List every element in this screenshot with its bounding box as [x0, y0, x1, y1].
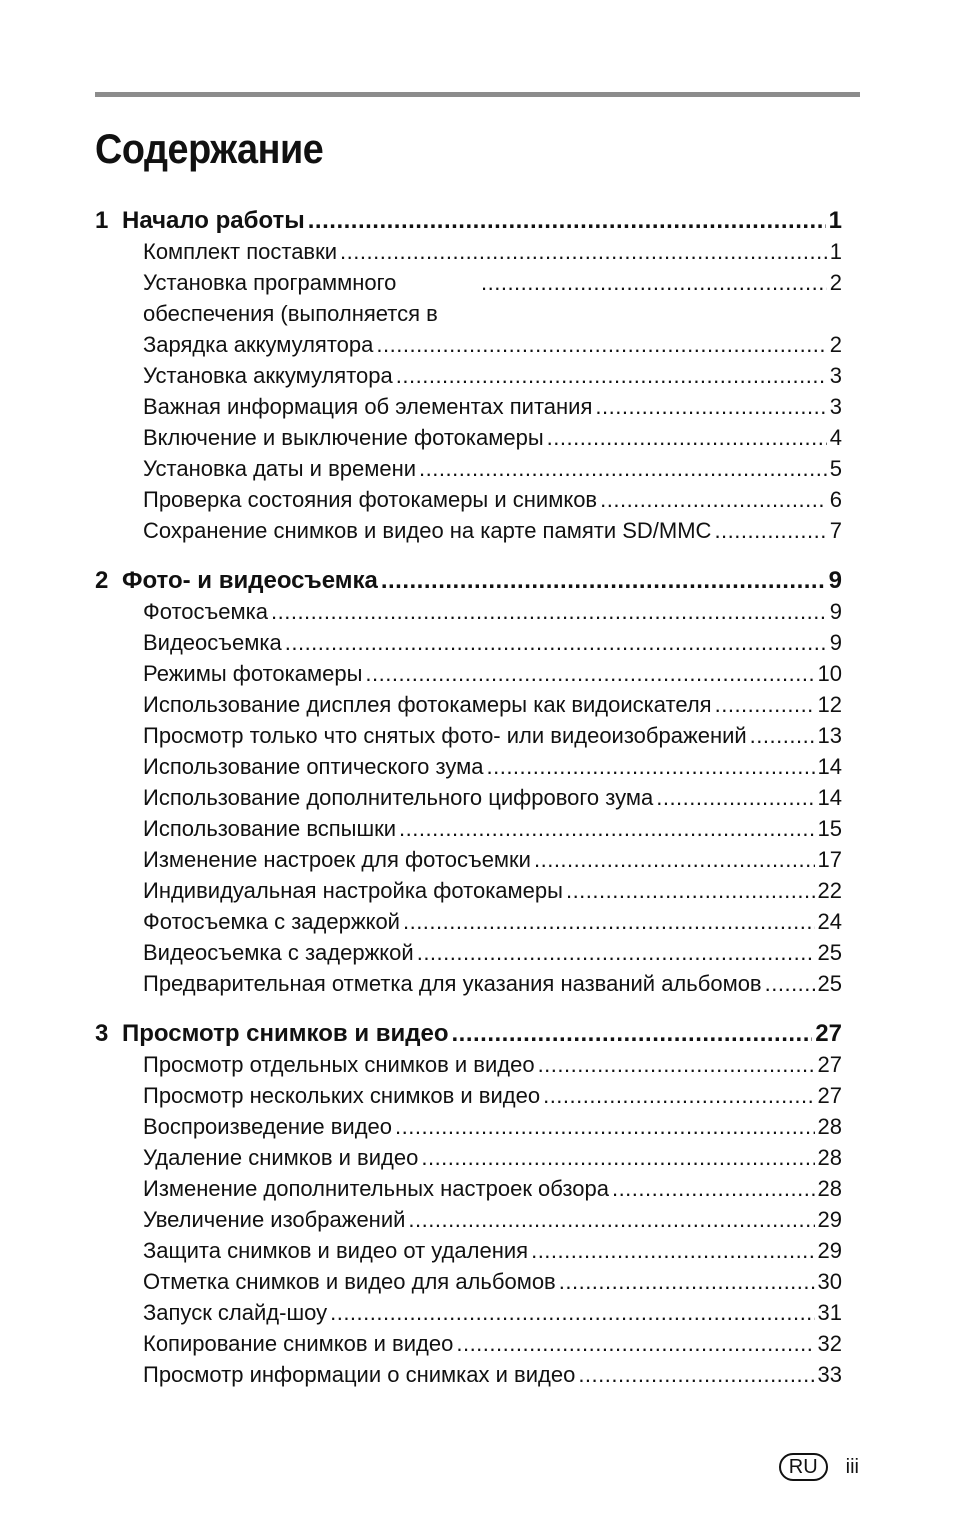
toc-entry-label: Защита снимков и видео от удаления: [143, 1238, 529, 1263]
dot-leader: [451, 1018, 812, 1049]
chapter-page-number: 1: [828, 207, 842, 234]
toc-entry[interactable]: [95, 1328, 842, 1359]
toc-entry[interactable]: [95, 1049, 842, 1080]
language-badge: RU: [779, 1453, 828, 1481]
dot-leader: [765, 968, 815, 999]
toc-entry-page: 28: [817, 1114, 842, 1139]
toc-entry-page: 13: [817, 723, 842, 748]
toc-entry[interactable]: [95, 596, 842, 627]
toc-entry-label: Фотосъемка: [143, 599, 268, 624]
toc-entry-label: Просмотр отдельных снимков и видео: [143, 1052, 535, 1077]
dot-leader: [538, 1049, 815, 1080]
toc-entry-page: 22: [817, 878, 842, 903]
toc-entry-page: 2: [829, 270, 842, 295]
dot-leader: [403, 906, 815, 937]
dot-leader: [543, 1080, 814, 1111]
toc-entry-page: 9: [829, 630, 842, 655]
dot-leader: [381, 565, 826, 596]
dot-leader: [330, 1297, 814, 1328]
toc-entry[interactable]: [95, 813, 842, 844]
toc-entry-label: Отметка снимков и видео для альбомов: [143, 1269, 556, 1294]
chapter-title: Начало работы: [122, 207, 305, 234]
dot-leader: [715, 689, 815, 720]
toc-entry-label: Включение и выключение фотокамеры: [143, 425, 544, 450]
dot-leader: [750, 720, 815, 751]
toc-entry-label: Просмотр информации о снимках и видео: [143, 1362, 576, 1387]
toc-entry-label: Зарядка аккумулятора: [143, 332, 374, 357]
toc-entry-page: 27: [817, 1083, 842, 1108]
toc-entry[interactable]: [95, 484, 842, 515]
toc-entry[interactable]: [95, 236, 842, 267]
toc-entry-page: 31: [817, 1300, 842, 1325]
page-footer: [779, 1453, 859, 1481]
toc-entry-label: Фотосъемка с задержкой: [143, 909, 400, 934]
toc-entry[interactable]: [95, 968, 842, 999]
dot-leader: [399, 813, 814, 844]
toc-entry-page: 14: [817, 785, 842, 810]
dot-leader: [395, 1111, 815, 1142]
chapter-number: 3: [95, 1020, 109, 1047]
toc-entry-page: 9: [829, 599, 842, 624]
toc-entry-page: 14: [817, 754, 842, 779]
dot-leader: [408, 1204, 814, 1235]
toc-entry[interactable]: [95, 1297, 842, 1328]
dot-leader: [419, 453, 827, 484]
dot-leader: [600, 484, 827, 515]
toc-entry-page: 32: [817, 1331, 842, 1356]
page-number: iii: [845, 1455, 859, 1478]
toc-entry-page: 28: [817, 1176, 842, 1201]
toc-entry[interactable]: [95, 1142, 842, 1173]
toc-entry-page: 27: [817, 1052, 842, 1077]
toc-entry-page: 10: [817, 661, 842, 686]
chapter-heading[interactable]: [95, 1018, 842, 1049]
dot-leader: [271, 596, 827, 627]
toc-entry-label: Видеосъемка: [143, 630, 282, 655]
toc-entry-page: 2: [829, 332, 842, 357]
toc-entry-label: Воспроизведение видео: [143, 1114, 393, 1139]
chapter-title: Просмотр снимков и видео: [122, 1020, 449, 1047]
toc-entry-page: 12: [817, 692, 842, 717]
toc-entry[interactable]: [95, 1235, 842, 1266]
toc-entry-page: 15: [817, 816, 842, 841]
chapter-heading[interactable]: [95, 205, 842, 236]
toc-entry-label: Сохранение снимков и видео на карте памяти SD/MMC: [143, 518, 712, 543]
dot-leader: [486, 751, 814, 782]
toc-entry[interactable]: [95, 267, 842, 329]
toc-entry[interactable]: [95, 360, 842, 391]
toc-entry[interactable]: [95, 422, 842, 453]
toc-entry-label: Изменение дополнительных настроек обзора: [143, 1176, 609, 1201]
toc-entry-page: 24: [817, 909, 842, 934]
chapter-title: Фото- и видеосъемка: [122, 567, 378, 594]
top-rule: [95, 92, 860, 97]
toc-entry-label: Видеосъемка с задержкой: [143, 940, 414, 965]
toc-entry[interactable]: [95, 1359, 842, 1390]
toc-entry[interactable]: [95, 329, 842, 360]
toc-entry-page: 1: [829, 239, 842, 264]
toc-entry[interactable]: [95, 720, 842, 751]
toc-entry-page: 29: [817, 1238, 842, 1263]
toc-entry-page: 3: [829, 394, 842, 419]
dot-leader: [547, 422, 827, 453]
dot-leader: [612, 1173, 815, 1204]
toc-entry-label: Важная информация об элементах питания: [143, 394, 593, 419]
chapter-section-2: [95, 565, 842, 999]
chapter-section-1: [95, 205, 842, 546]
toc-entry-page: 33: [817, 1362, 842, 1387]
toc-entry-label: Просмотр только что снятых фото- или видеоизображений: [143, 723, 747, 748]
toc-entry[interactable]: [95, 751, 842, 782]
toc-entry[interactable]: [95, 1111, 842, 1142]
toc-entry-page: 25: [817, 971, 842, 996]
toc-entry-label: Комплект поставки: [143, 239, 338, 264]
toc-entry-page: 28: [817, 1145, 842, 1170]
page-title: Содержание: [95, 125, 324, 172]
dot-leader: [578, 1359, 814, 1390]
toc-entry[interactable]: [95, 1080, 842, 1111]
toc-entry-label: Копирование снимков и видео: [143, 1331, 454, 1356]
toc-entry-label: Проверка состояния фотокамеры и снимков: [143, 487, 598, 512]
toc-entry-page: 3: [829, 363, 842, 388]
dot-leader: [421, 1142, 814, 1173]
dot-leader: [531, 1235, 814, 1266]
toc-entry[interactable]: [95, 844, 842, 875]
toc-entry-page: 7: [829, 518, 842, 543]
toc-entry[interactable]: [95, 627, 842, 658]
toc-entry-label: Использование дополнительного цифрового зума: [143, 785, 654, 810]
toc-entry[interactable]: [95, 1204, 842, 1235]
dot-leader: [456, 1328, 814, 1359]
toc-entry-page: 4: [829, 425, 842, 450]
dot-leader: [481, 267, 827, 298]
chapter-page-number: 27: [815, 1020, 842, 1047]
toc-entry-label: Увеличение изображений: [143, 1207, 406, 1232]
toc-entry-label: Установка аккумулятора: [143, 363, 393, 388]
toc-entry-label: Использование оптического зума: [143, 754, 484, 779]
toc-entry-label: Установка программного обеспечения (выполняется в: [143, 270, 438, 326]
toc-entry-label: Установка даты и времени: [143, 456, 417, 481]
toc-entry-page: 5: [829, 456, 842, 481]
dot-leader: [340, 236, 827, 267]
dot-leader: [376, 329, 826, 360]
toc-entry-label: Просмотр нескольких снимков и видео: [143, 1083, 541, 1108]
dot-leader: [534, 844, 815, 875]
toc-entry-page: 17: [817, 847, 842, 872]
toc-entry-label: Режимы фотокамеры: [143, 661, 363, 686]
toc-entry-label: Использование вспышки: [143, 816, 397, 841]
dot-leader: [559, 1266, 815, 1297]
dot-leader: [396, 360, 827, 391]
toc-entry-label: Изменение настроек для фотосъемки: [143, 847, 531, 872]
toc-entry[interactable]: [95, 658, 842, 689]
dot-leader: [714, 515, 826, 546]
toc-entry[interactable]: [95, 453, 842, 484]
toc-entry-label: Использование дисплея фотокамеры как видоискателя: [143, 692, 712, 717]
toc-entry[interactable]: [95, 391, 842, 422]
toc-entry[interactable]: [95, 906, 842, 937]
toc-entry-label: Индивидуальная настройка фотокамеры: [143, 878, 563, 903]
toc-entry-label: Запуск слайд-шоу: [143, 1300, 328, 1325]
dot-leader: [308, 205, 826, 236]
chapter-section-3: [95, 1018, 842, 1390]
table-of-contents: [95, 205, 842, 1409]
toc-entry-page: 6: [829, 487, 842, 512]
toc-entry-page: 30: [817, 1269, 842, 1294]
dot-leader: [365, 658, 814, 689]
dot-leader: [595, 391, 826, 422]
toc-entry[interactable]: [95, 1266, 842, 1297]
chapter-heading[interactable]: [95, 565, 842, 596]
toc-entry[interactable]: [95, 875, 842, 906]
toc-entry[interactable]: [95, 689, 842, 720]
toc-entry-page: 25: [817, 940, 842, 965]
dot-leader: [566, 875, 815, 906]
dot-leader: [285, 627, 827, 658]
toc-entry-label: Предварительная отметка для указания названий альбомов: [143, 971, 762, 996]
chapter-page-number: 9: [828, 567, 842, 594]
toc-entry[interactable]: [95, 515, 842, 546]
toc-entry[interactable]: [95, 937, 842, 968]
toc-entry[interactable]: [95, 1173, 842, 1204]
dot-leader: [417, 937, 815, 968]
toc-entry-page: 29: [817, 1207, 842, 1232]
chapter-number: 1: [95, 207, 109, 234]
dot-leader: [656, 782, 814, 813]
toc-entry[interactable]: [95, 782, 842, 813]
chapter-number: 2: [95, 567, 109, 594]
toc-entry-label: Удаление снимков и видео: [143, 1145, 419, 1170]
